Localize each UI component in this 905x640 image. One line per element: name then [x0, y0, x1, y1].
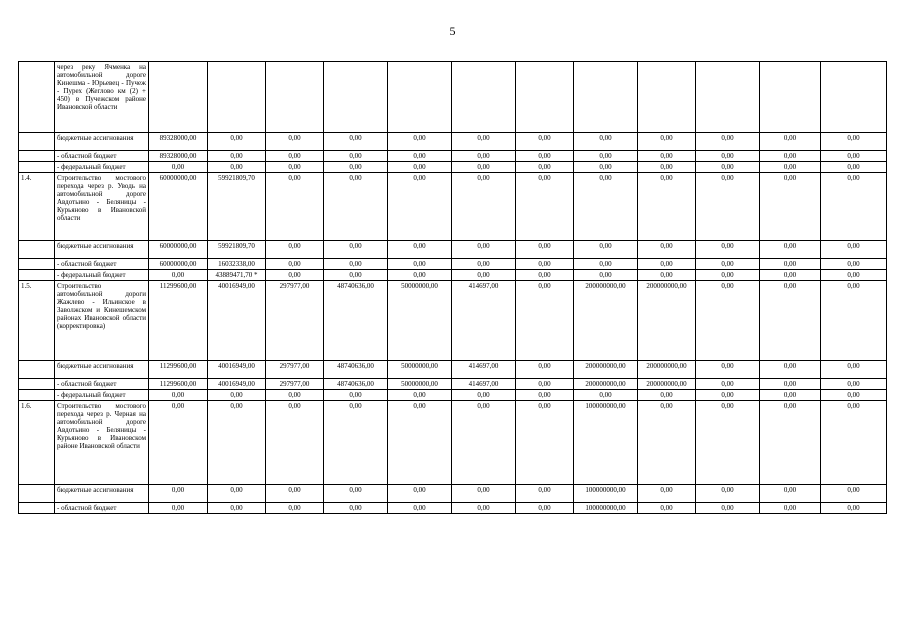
row-index-cell: [19, 485, 55, 503]
value-cell: 0,00: [266, 270, 324, 281]
value-cell: 0,00: [696, 173, 760, 241]
table-body: [19, 62, 887, 514]
value-cell: 0,00: [452, 241, 516, 259]
value-cell: 0,00: [208, 503, 266, 514]
value-cell: 0,00: [388, 401, 452, 485]
value-cell: 0,00: [388, 390, 452, 401]
value-cell: 100000000,00: [574, 485, 638, 503]
value-cell: 60000000,00: [149, 259, 208, 270]
value-cell: 200000000,00: [638, 379, 696, 390]
row-index-cell: [19, 241, 55, 259]
value-cell: 60000000,00: [149, 173, 208, 241]
value-cell: 297977,00: [266, 281, 324, 361]
table-row: [19, 281, 887, 361]
table-row: [19, 241, 887, 259]
value-cell: 0,00: [760, 133, 821, 151]
row-name-cell: бюджетные ассигнования: [55, 241, 149, 259]
value-cell: 0,00: [760, 151, 821, 162]
value-cell: [208, 62, 266, 133]
value-cell: 0,00: [821, 390, 887, 401]
value-cell: 0,00: [149, 401, 208, 485]
value-cell: 0,00: [324, 485, 388, 503]
value-cell: 200000000,00: [574, 281, 638, 361]
value-cell: 0,00: [574, 390, 638, 401]
value-cell: 0,00: [208, 151, 266, 162]
table-row: [19, 62, 887, 133]
value-cell: 0,00: [696, 259, 760, 270]
table-row: [19, 379, 887, 390]
table-row: [19, 270, 887, 281]
value-cell: 0,00: [452, 270, 516, 281]
value-cell: 0,00: [574, 133, 638, 151]
value-cell: 0,00: [516, 259, 574, 270]
value-cell: 414697,00: [452, 361, 516, 379]
value-cell: 0,00: [696, 361, 760, 379]
value-cell: 0,00: [266, 151, 324, 162]
value-cell: [516, 62, 574, 133]
value-cell: 0,00: [388, 270, 452, 281]
row-name-cell: - федеральный бюджет: [55, 270, 149, 281]
value-cell: [452, 62, 516, 133]
value-cell: 0,00: [266, 173, 324, 241]
value-cell: 0,00: [574, 270, 638, 281]
value-cell: 0,00: [324, 270, 388, 281]
value-cell: 0,00: [324, 133, 388, 151]
value-cell: 0,00: [324, 401, 388, 485]
value-cell: 0,00: [821, 485, 887, 503]
row-name-cell: Строительство мостового перехода через р. Черная на автомобильной дороге Авдотьино - Беляницы - Курьяново в Ивановском районе Ивановской области: [55, 401, 149, 485]
value-cell: 0,00: [760, 503, 821, 514]
value-cell: 0,00: [821, 133, 887, 151]
value-cell: 0,00: [696, 270, 760, 281]
row-index-cell: [19, 361, 55, 379]
value-cell: 0,00: [574, 173, 638, 241]
value-cell: 0,00: [638, 151, 696, 162]
row-name-cell: Строительство автомобильной дороги Жажлево - Ильинское в Заволжском и Кинешемском районах Ивановской области (корректировка): [55, 281, 149, 361]
row-index-cell: [19, 62, 55, 133]
value-cell: 414697,00: [452, 281, 516, 361]
value-cell: 0,00: [388, 133, 452, 151]
table-row: [19, 133, 887, 151]
row-index-cell: [19, 133, 55, 151]
value-cell: 0,00: [516, 173, 574, 241]
value-cell: 0,00: [760, 281, 821, 361]
value-cell: 0,00: [821, 173, 887, 241]
value-cell: 11299600,00: [149, 379, 208, 390]
value-cell: 16032338,00: [208, 259, 266, 270]
value-cell: 0,00: [696, 485, 760, 503]
value-cell: 0,00: [324, 503, 388, 514]
value-cell: 0,00: [638, 270, 696, 281]
value-cell: 0,00: [760, 379, 821, 390]
value-cell: 0,00: [266, 401, 324, 485]
value-cell: 200000000,00: [574, 361, 638, 379]
value-cell: [324, 62, 388, 133]
row-name-cell: бюджетные ассигнования: [55, 361, 149, 379]
value-cell: 0,00: [388, 151, 452, 162]
value-cell: 0,00: [324, 151, 388, 162]
value-cell: 0,00: [821, 162, 887, 173]
value-cell: 0,00: [388, 259, 452, 270]
value-cell: 0,00: [149, 503, 208, 514]
value-cell: 0,00: [266, 485, 324, 503]
row-name-cell: бюджетные ассигнования: [55, 133, 149, 151]
value-cell: 100000000,00: [574, 503, 638, 514]
row-name-cell: - областной бюджет: [55, 259, 149, 270]
value-cell: 0,00: [149, 485, 208, 503]
value-cell: 0,00: [516, 485, 574, 503]
value-cell: [821, 62, 887, 133]
value-cell: 0,00: [452, 503, 516, 514]
value-cell: 11299600,00: [149, 281, 208, 361]
value-cell: 43889471,70 *: [208, 270, 266, 281]
budget-table: [18, 61, 887, 514]
value-cell: 0,00: [452, 162, 516, 173]
value-cell: [266, 62, 324, 133]
row-index-cell: [19, 270, 55, 281]
table-row: [19, 390, 887, 401]
value-cell: 0,00: [638, 133, 696, 151]
table-row: [19, 401, 887, 485]
value-cell: 48740636,00: [324, 281, 388, 361]
row-name-cell: Строительство мостового перехода через р. Уводь на автомобильной дороге Авдотьино - Беляницы - Курьяново в Ивановской области: [55, 173, 149, 241]
value-cell: 0,00: [638, 162, 696, 173]
value-cell: 0,00: [388, 173, 452, 241]
value-cell: 59921809,70: [208, 173, 266, 241]
value-cell: 200000000,00: [638, 281, 696, 361]
value-cell: 0,00: [696, 133, 760, 151]
value-cell: 0,00: [388, 503, 452, 514]
value-cell: 0,00: [149, 162, 208, 173]
value-cell: 0,00: [452, 151, 516, 162]
value-cell: 0,00: [452, 401, 516, 485]
value-cell: [638, 62, 696, 133]
value-cell: 0,00: [638, 503, 696, 514]
page-number: 5: [449, 24, 456, 38]
table-row: [19, 361, 887, 379]
table-row: [19, 151, 887, 162]
value-cell: 0,00: [574, 259, 638, 270]
row-index-cell: 1.5.: [19, 281, 55, 361]
value-cell: 0,00: [516, 401, 574, 485]
row-index-cell: [19, 259, 55, 270]
value-cell: 0,00: [516, 379, 574, 390]
value-cell: 0,00: [821, 241, 887, 259]
value-cell: 0,00: [208, 401, 266, 485]
value-cell: 0,00: [638, 485, 696, 503]
value-cell: 40016949,00: [208, 379, 266, 390]
value-cell: 0,00: [266, 241, 324, 259]
row-index-cell: [19, 151, 55, 162]
row-name-cell: - областной бюджет: [55, 503, 149, 514]
value-cell: 0,00: [574, 241, 638, 259]
table-row: [19, 259, 887, 270]
value-cell: 0,00: [638, 401, 696, 485]
value-cell: [149, 62, 208, 133]
value-cell: 0,00: [574, 151, 638, 162]
row-name-cell: - федеральный бюджет: [55, 390, 149, 401]
value-cell: 0,00: [388, 241, 452, 259]
value-cell: 0,00: [324, 390, 388, 401]
value-cell: 89328000,00: [149, 133, 208, 151]
value-cell: 0,00: [452, 133, 516, 151]
value-cell: 0,00: [696, 390, 760, 401]
value-cell: 0,00: [516, 241, 574, 259]
value-cell: 0,00: [516, 390, 574, 401]
value-cell: 0,00: [760, 162, 821, 173]
value-cell: 0,00: [324, 162, 388, 173]
value-cell: 0,00: [696, 401, 760, 485]
value-cell: 59921809,70: [208, 241, 266, 259]
value-cell: 0,00: [696, 241, 760, 259]
value-cell: 0,00: [760, 485, 821, 503]
value-cell: 100000000,00: [574, 401, 638, 485]
value-cell: 0,00: [208, 133, 266, 151]
value-cell: 50000000,00: [388, 361, 452, 379]
value-cell: [696, 62, 760, 133]
value-cell: 0,00: [266, 162, 324, 173]
row-name-cell: - областной бюджет: [55, 151, 149, 162]
value-cell: 60000000,00: [149, 241, 208, 259]
value-cell: 0,00: [760, 259, 821, 270]
value-cell: [574, 62, 638, 133]
row-index-cell: 1.6.: [19, 401, 55, 485]
value-cell: 0,00: [821, 379, 887, 390]
value-cell: 0,00: [760, 361, 821, 379]
value-cell: 297977,00: [266, 379, 324, 390]
value-cell: 0,00: [149, 270, 208, 281]
value-cell: 0,00: [821, 361, 887, 379]
value-cell: 0,00: [760, 173, 821, 241]
value-cell: 50000000,00: [388, 379, 452, 390]
value-cell: 0,00: [149, 390, 208, 401]
value-cell: 0,00: [452, 485, 516, 503]
value-cell: 40016949,00: [208, 361, 266, 379]
table-row: [19, 162, 887, 173]
row-index-cell: 1.4.: [19, 173, 55, 241]
table-row: [19, 485, 887, 503]
value-cell: 0,00: [696, 379, 760, 390]
value-cell: 0,00: [266, 133, 324, 151]
row-name-cell: бюджетные ассигнования: [55, 485, 149, 503]
value-cell: 40016949,00: [208, 281, 266, 361]
value-cell: 0,00: [516, 133, 574, 151]
value-cell: 0,00: [324, 259, 388, 270]
value-cell: 0,00: [696, 151, 760, 162]
value-cell: 0,00: [516, 503, 574, 514]
row-name-cell: - федеральный бюджет: [55, 162, 149, 173]
value-cell: 0,00: [452, 173, 516, 241]
value-cell: 0,00: [574, 162, 638, 173]
value-cell: 11299600,00: [149, 361, 208, 379]
value-cell: 0,00: [516, 151, 574, 162]
table-row: [19, 503, 887, 514]
value-cell: 0,00: [208, 162, 266, 173]
table-row: [19, 173, 887, 241]
value-cell: 0,00: [452, 390, 516, 401]
value-cell: 0,00: [388, 485, 452, 503]
value-cell: 0,00: [760, 390, 821, 401]
value-cell: 0,00: [821, 401, 887, 485]
value-cell: 200000000,00: [574, 379, 638, 390]
value-cell: 0,00: [516, 162, 574, 173]
row-index-cell: [19, 379, 55, 390]
value-cell: 297977,00: [266, 361, 324, 379]
value-cell: 0,00: [696, 503, 760, 514]
row-name-cell: - областной бюджет: [55, 379, 149, 390]
value-cell: 0,00: [821, 270, 887, 281]
value-cell: 0,00: [452, 259, 516, 270]
value-cell: 0,00: [516, 270, 574, 281]
value-cell: 0,00: [638, 173, 696, 241]
value-cell: 0,00: [760, 401, 821, 485]
value-cell: 0,00: [388, 162, 452, 173]
value-cell: 0,00: [821, 281, 887, 361]
value-cell: 0,00: [266, 259, 324, 270]
value-cell: 48740636,00: [324, 379, 388, 390]
row-name-cell: через реку Ячменка на автомобильной дороге Кинешма - Юрьевец - Пучеж - Пурех (Жеглово км (2) + 450) в Пучежском районе Ивановской области: [55, 62, 149, 133]
value-cell: 0,00: [516, 281, 574, 361]
row-index-cell: [19, 503, 55, 514]
value-cell: 0,00: [208, 485, 266, 503]
value-cell: 0,00: [638, 259, 696, 270]
value-cell: 0,00: [638, 241, 696, 259]
value-cell: 0,00: [760, 241, 821, 259]
value-cell: 0,00: [516, 361, 574, 379]
value-cell: 0,00: [821, 259, 887, 270]
value-cell: 0,00: [696, 281, 760, 361]
value-cell: 0,00: [324, 173, 388, 241]
value-cell: 0,00: [266, 390, 324, 401]
value-cell: 0,00: [696, 162, 760, 173]
value-cell: 0,00: [324, 241, 388, 259]
value-cell: 0,00: [821, 151, 887, 162]
value-cell: 0,00: [266, 503, 324, 514]
value-cell: 48740636,00: [324, 361, 388, 379]
value-cell: 0,00: [760, 270, 821, 281]
value-cell: 50000000,00: [388, 281, 452, 361]
value-cell: 0,00: [208, 390, 266, 401]
value-cell: 0,00: [821, 503, 887, 514]
value-cell: 414697,00: [452, 379, 516, 390]
value-cell: [760, 62, 821, 133]
value-cell: 200000000,00: [638, 361, 696, 379]
value-cell: [388, 62, 452, 133]
value-cell: 0,00: [638, 390, 696, 401]
value-cell: 89328000,00: [149, 151, 208, 162]
row-index-cell: [19, 162, 55, 173]
row-index-cell: [19, 390, 55, 401]
